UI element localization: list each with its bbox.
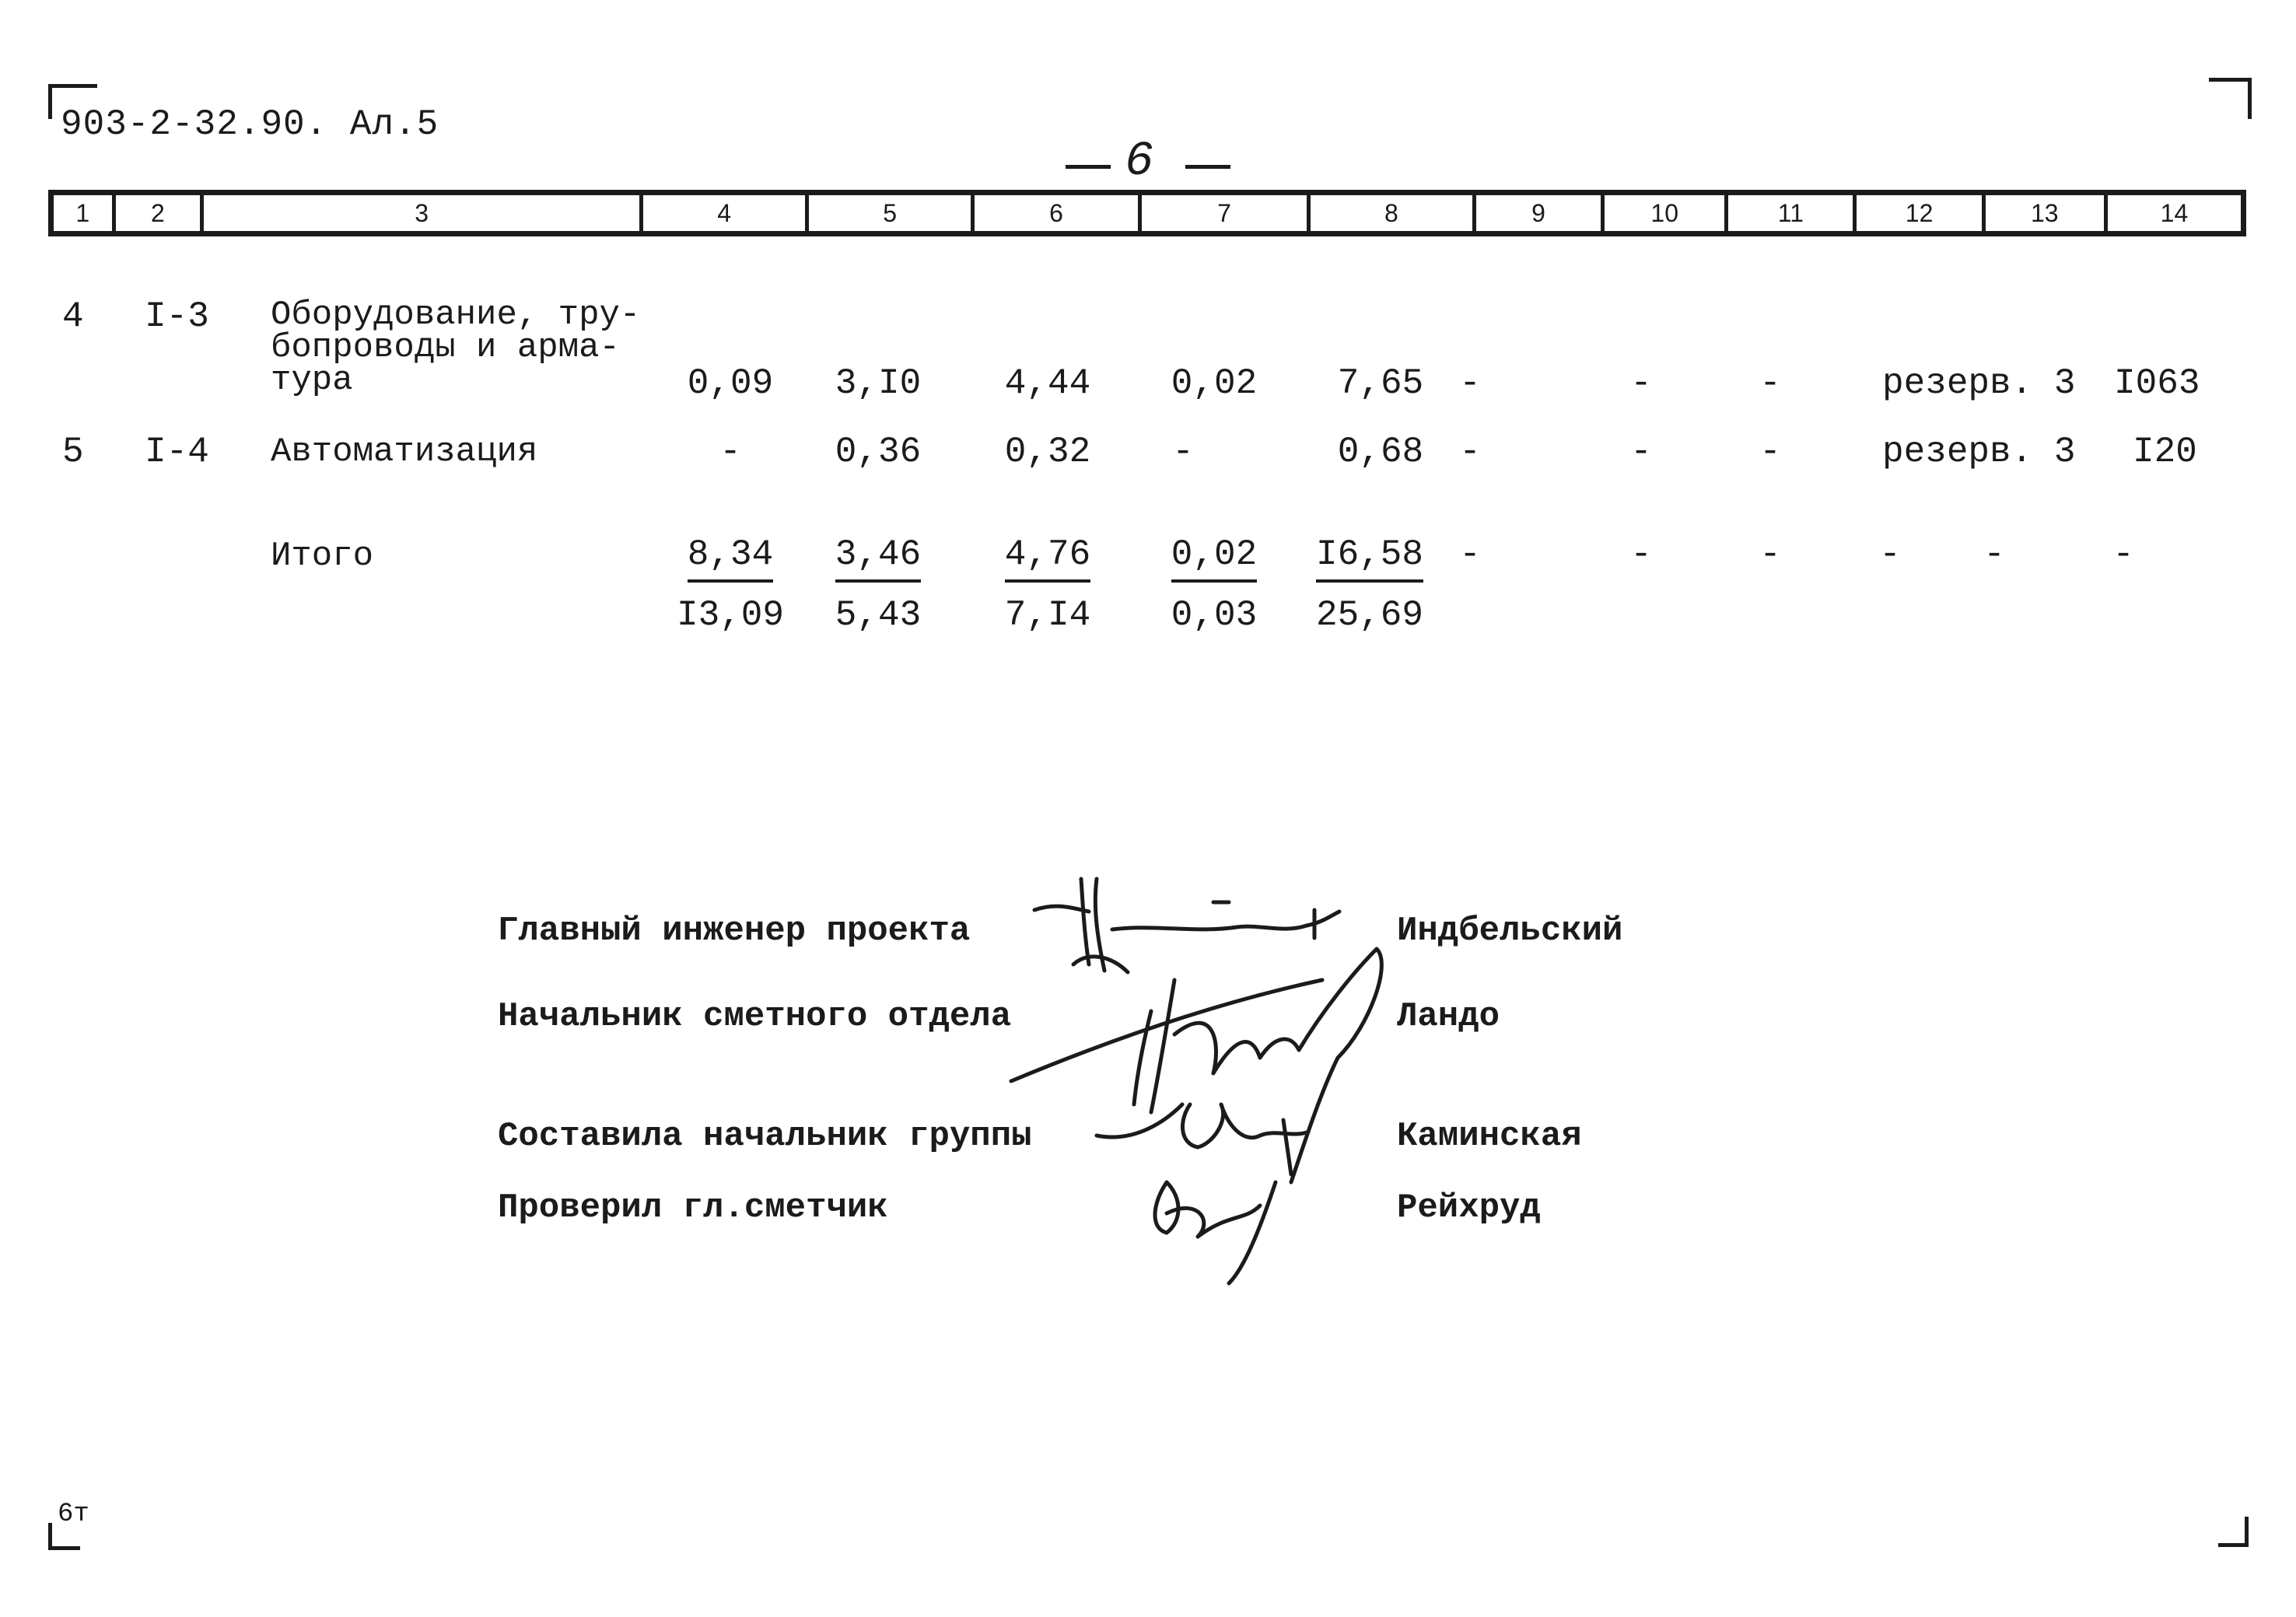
column-number: 9 <box>1476 195 1605 231</box>
total-top-value: 0,02 <box>1171 534 1257 583</box>
column-number: 12 <box>1857 195 1985 231</box>
cell-c14: I063 <box>2114 363 2200 404</box>
cell-c12: резерв. 3 <box>1882 432 2076 472</box>
cell-c7: 0,02 <box>1171 363 1258 404</box>
row-name-line: Автоматизация <box>271 432 538 471</box>
column-number: 10 <box>1605 195 1728 231</box>
signature-role: Проверил гл.сметчик <box>498 1188 888 1227</box>
cell-c11: - <box>1759 432 1781 472</box>
signature-mark-3 <box>1097 1104 1307 1174</box>
cell-c4: - <box>719 432 741 472</box>
column-number: 13 <box>1986 195 2108 231</box>
total-bottom-c4: I3,09 <box>676 595 785 635</box>
cell-c6: 4,44 <box>1004 363 1091 404</box>
cell-c9: - <box>1459 363 1481 404</box>
cell-c9: - <box>1459 432 1481 472</box>
row-number: 4 <box>62 296 84 337</box>
cell-c5: 0,36 <box>835 432 922 472</box>
total-bottom-c6: 7,I4 <box>1004 595 1091 635</box>
cell-c14: I20 <box>2133 432 2197 472</box>
cell-c12: резерв. 3 <box>1882 363 2076 404</box>
page-number: 6 <box>1125 134 1154 189</box>
column-number: 1 <box>54 195 116 231</box>
total-top-value: 3,46 <box>835 534 921 583</box>
total-top-value: I6,58 <box>1316 534 1423 583</box>
signature-name: Ландо <box>1397 997 1500 1036</box>
signature-mark-1 <box>1034 879 1339 972</box>
signature-role: Начальник сметного отдела <box>498 997 1012 1036</box>
column-number: 3 <box>204 195 643 231</box>
total-top-value: 8,34 <box>688 534 773 583</box>
row-code: I-3 <box>145 296 209 337</box>
signature-name: Рейхруд <box>1397 1188 1541 1227</box>
row-number: 5 <box>62 432 84 472</box>
row-name-line: Оборудование, тру- <box>271 296 641 334</box>
row-name-line: тура <box>271 361 353 400</box>
cell-c4: 0,09 <box>687 363 774 404</box>
total-top-value: 4,76 <box>1005 534 1090 583</box>
cell-c8: 7,65 <box>1337 363 1424 404</box>
row-code: I-4 <box>145 432 209 472</box>
signature-name: Каминская <box>1397 1117 1582 1156</box>
total-bottom-c5: 5,43 <box>835 595 922 635</box>
document-code: 903-2-32.90. Ал.5 <box>61 104 439 145</box>
cell-c7: - <box>1172 432 1194 472</box>
column-number: 11 <box>1728 195 1857 231</box>
total-c9: - <box>1459 534 1481 575</box>
total-c14: - <box>2112 534 2134 575</box>
cell-c8: 0,68 <box>1337 432 1424 472</box>
total-c10: - <box>1630 534 1652 575</box>
footer-mark: 6т <box>58 1500 89 1529</box>
column-number: 2 <box>116 195 204 231</box>
signature-mark-4 <box>1155 1182 1276 1283</box>
column-number: 6 <box>975 195 1142 231</box>
cell-c10: - <box>1630 432 1652 472</box>
signature-role: Составила начальник группы <box>498 1117 1032 1156</box>
signature-role: Главный инженер проекта <box>498 912 971 950</box>
column-number: 4 <box>643 195 809 231</box>
cell-c10: - <box>1630 363 1652 404</box>
total-label: Итого <box>271 537 374 576</box>
row-name-line: бопроводы и арма- <box>271 328 620 367</box>
total-bottom-c7: 0,03 <box>1171 595 1258 635</box>
cell-c5: 3,I0 <box>835 363 922 404</box>
total-c11: - <box>1759 534 1781 575</box>
column-number: 8 <box>1311 195 1476 231</box>
cell-c6: 0,32 <box>1004 432 1091 472</box>
column-number: 5 <box>809 195 975 231</box>
total-bottom-c8: 25,69 <box>1315 595 1424 635</box>
cell-c11: - <box>1759 363 1781 404</box>
column-number: 7 <box>1142 195 1311 231</box>
total-c13: - <box>1983 534 2005 575</box>
total-c12: - <box>1879 534 1901 575</box>
column-number: 14 <box>2160 198 2189 227</box>
signature-name: Индбельский <box>1397 912 1623 950</box>
